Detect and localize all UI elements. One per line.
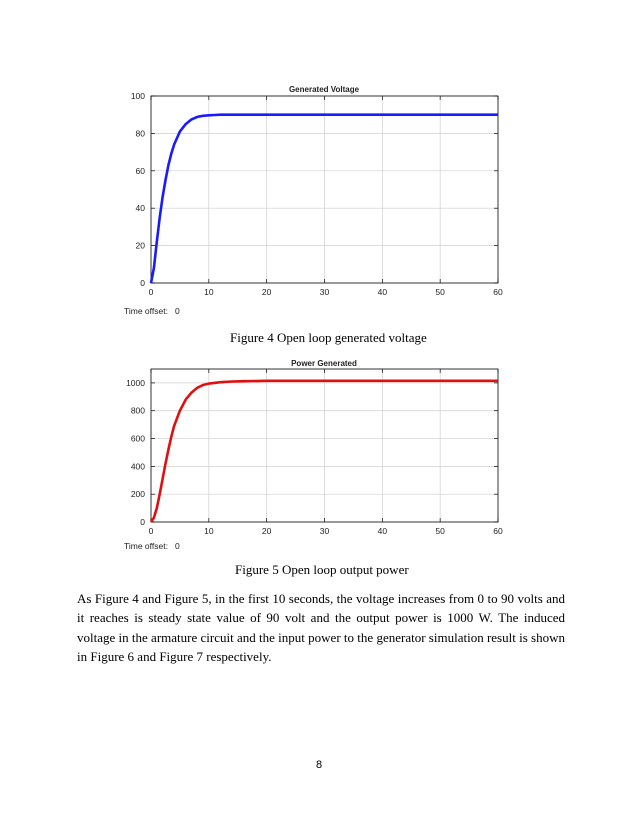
time-offset-label: Time offset: <box>124 306 168 316</box>
y-tick-label: 600 <box>130 433 145 444</box>
y-tick-label: 100 <box>130 91 145 101</box>
time-offset-label: Time offset: <box>124 541 168 551</box>
time-offset-value: 0 <box>175 541 180 551</box>
x-tick-label: 30 <box>319 287 330 297</box>
time-offset-value: 0 <box>175 306 180 316</box>
x-tick-label: 0 <box>148 287 154 297</box>
x-tick-label: 60 <box>493 526 503 536</box>
chart-title: Generated Voltage <box>288 85 360 94</box>
x-tick-label: 50 <box>435 287 445 297</box>
figure-5-caption: Figure 5 Open loop output power <box>235 562 409 577</box>
x-tick-label: 30 <box>319 526 330 536</box>
x-tick-label: 0 <box>148 526 154 536</box>
body-paragraph: As Figure 4 and Figure 5, in the first 10 seconds, the voltage increases from 0 to 90 volts and it reaches is steady state value of 90 volt and the output power is 1000 W. The induced voltage in the armature circuit and the input power to the generator simulation result is shown in Figure 6 and Figure 7 respectively. <box>77 591 565 664</box>
x-tick-label: 50 <box>435 526 445 536</box>
y-tick-label: 60 <box>135 165 145 176</box>
generated-voltage-chart <box>105 80 515 325</box>
x-tick-label: 40 <box>377 526 388 536</box>
x-tick-label: 60 <box>493 287 503 297</box>
y-tick-label: 20 <box>135 240 145 251</box>
y-tick-label: 400 <box>130 461 145 472</box>
y-tick-label: 80 <box>135 128 145 139</box>
y-tick-label: 0 <box>140 278 145 288</box>
x-tick-label: 10 <box>204 287 214 297</box>
chart-title: Power Generated <box>291 359 357 368</box>
x-tick-label: 40 <box>377 287 388 297</box>
page-number: 8 <box>315 759 323 771</box>
y-tick-label: 1000 <box>126 377 145 388</box>
y-tick-label: 200 <box>130 489 145 500</box>
power-generated-chart <box>105 355 515 555</box>
x-tick-label: 20 <box>261 526 272 536</box>
x-tick-label: 20 <box>261 287 272 297</box>
y-tick-label: 40 <box>135 203 145 214</box>
figure-4-caption: Figure 4 Open loop generated voltage <box>230 330 427 345</box>
y-tick-label: 800 <box>130 405 145 416</box>
x-tick-label: 10 <box>204 526 214 536</box>
y-tick-label: 0 <box>140 517 145 527</box>
